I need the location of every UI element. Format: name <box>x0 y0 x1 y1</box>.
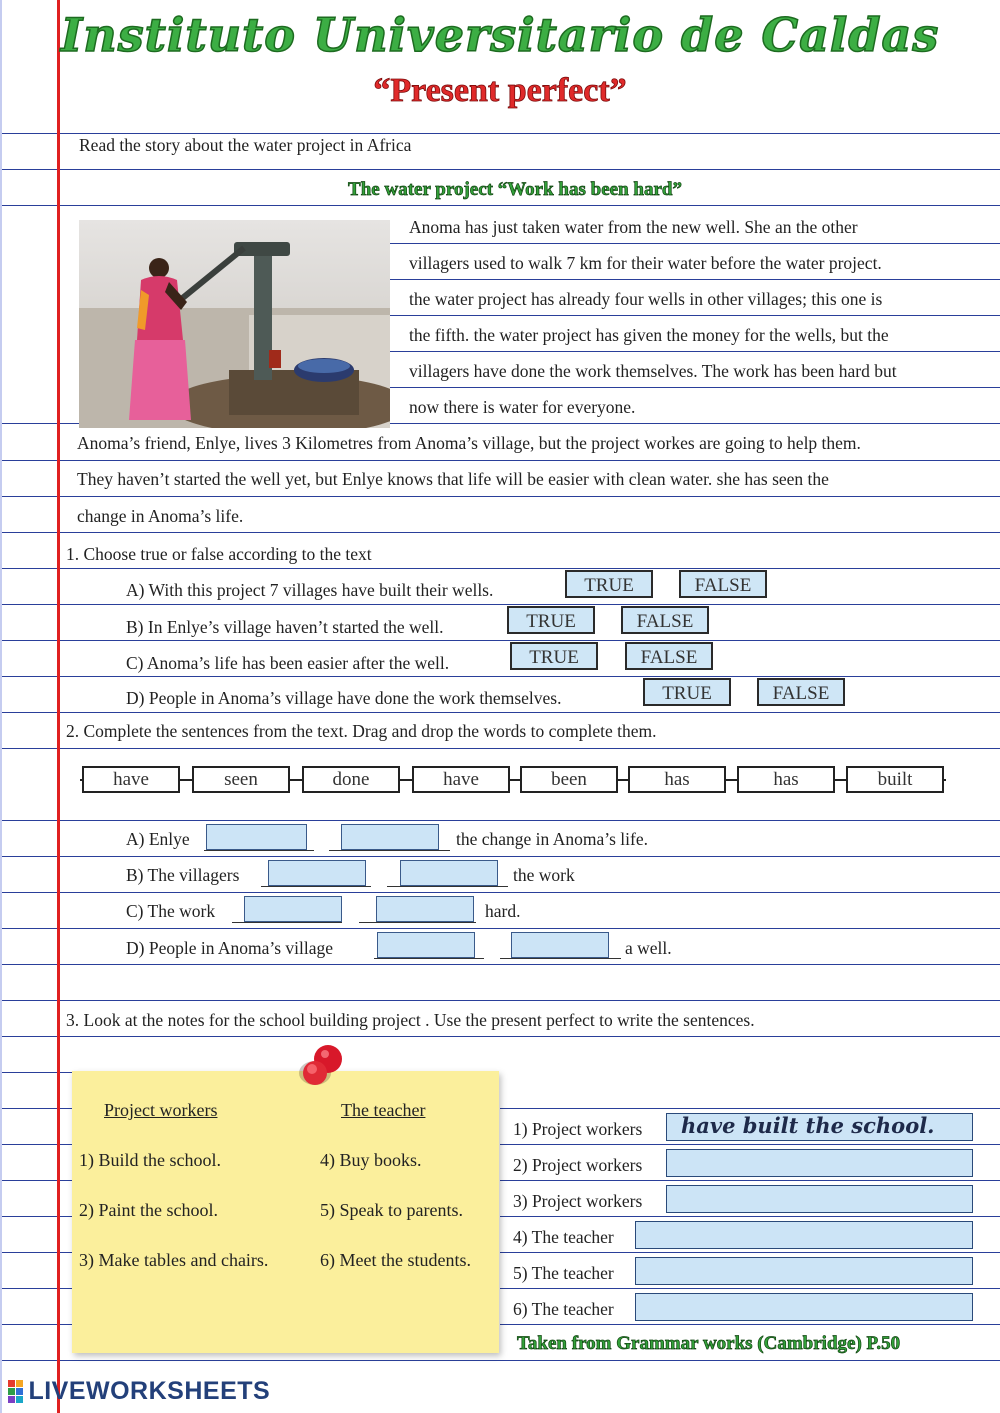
true-button[interactable]: TRUE <box>507 606 595 634</box>
intro-text: Read the story about the water project in Africa <box>79 135 412 155</box>
ruled-line <box>0 460 1000 461</box>
ruled-line <box>390 387 1000 388</box>
sentence-end: the change in Anoma’s life. <box>456 829 648 849</box>
exercise1-instruction: 1. Choose true or false according to the text <box>66 544 372 564</box>
ruled-line <box>0 1180 72 1181</box>
true-button[interactable]: TRUE <box>510 642 598 670</box>
brand-name: LIVEWORKSHEETS <box>28 1377 271 1405</box>
ruled-line <box>0 892 1000 893</box>
ruled-line <box>0 712 1000 713</box>
draggable-word[interactable]: built <box>846 766 944 793</box>
ruled-line <box>390 279 1000 280</box>
sentence-end: hard. <box>485 901 521 921</box>
draggable-word[interactable]: have <box>412 766 510 793</box>
ruled-line <box>500 1252 1000 1253</box>
answer-field[interactable] <box>635 1257 973 1285</box>
ruled-line <box>0 1360 1000 1361</box>
ruled-line <box>0 1108 72 1109</box>
true-button[interactable]: TRUE <box>565 570 653 598</box>
answer-label: 6) The teacher <box>513 1299 614 1319</box>
ruled-line <box>500 1144 1000 1145</box>
ruled-line <box>0 1144 72 1145</box>
answer-field[interactable] <box>666 1149 973 1177</box>
story-line: villagers have done the work themselves. The work has been hard but <box>409 361 897 381</box>
page-left-edge <box>0 0 2 1413</box>
ruled-line <box>390 243 1000 244</box>
drop-zone[interactable] <box>341 824 439 850</box>
notes-header-teacher: The teacher <box>341 1100 426 1120</box>
tf-item-text: C) Anoma’s life has been easier after the well. <box>126 653 450 673</box>
false-button[interactable]: FALSE <box>621 606 709 634</box>
ruled-line <box>0 1252 72 1253</box>
underline <box>232 922 342 923</box>
ruled-line <box>0 568 1000 569</box>
ruled-line <box>0 1216 72 1217</box>
answer-label: 4) The teacher <box>513 1227 614 1247</box>
ruled-line <box>0 1324 72 1325</box>
topic-title: “Present perfect” <box>373 72 627 109</box>
note-item: 4) Buy books. <box>320 1150 422 1170</box>
draggable-word[interactable]: has <box>628 766 726 793</box>
sentence-start: D) People in Anoma’s village <box>126 938 334 958</box>
liveworksheets-logo-icon <box>8 1380 24 1404</box>
ruled-line <box>0 133 1000 134</box>
tf-item-text: A) With this project 7 villages have built their wells. <box>126 580 494 600</box>
exercise3-instruction: 3. Look at the notes for the school building project . Use the present perfect to write the sentences. <box>66 1010 755 1030</box>
story-line: now there is water for everyone. <box>409 397 636 417</box>
false-button[interactable]: FALSE <box>757 678 845 706</box>
ruled-line <box>0 1072 72 1073</box>
answer-label: 3) Project workers <box>513 1191 643 1211</box>
exercise2-instruction: 2. Complete the sentences from the text. Drag and drop the words to complete them. <box>66 721 657 741</box>
drop-zone[interactable] <box>511 932 609 958</box>
ruled-line <box>0 1288 72 1289</box>
note-item: 1) Build the school. <box>79 1150 221 1170</box>
false-button[interactable]: FALSE <box>679 570 767 598</box>
ruled-line <box>0 169 1000 170</box>
sentence-start: C) The work <box>126 901 216 921</box>
drop-zone[interactable] <box>376 896 474 922</box>
ruled-line <box>500 1108 1000 1109</box>
draggable-word[interactable]: has <box>737 766 835 793</box>
ruled-line <box>0 676 1000 677</box>
draggable-word[interactable]: seen <box>192 766 290 793</box>
margin-line <box>57 0 60 1413</box>
note-item: 6) Meet the students. <box>320 1250 471 1270</box>
institution-title: Instituto Universitario de Caldas <box>60 8 940 62</box>
note-item: 5) Speak to parents. <box>320 1200 463 1220</box>
story-line: They haven’t started the well yet, but Enlye knows that life will be easier with clean water. she has seen the <box>77 469 829 489</box>
ruled-line <box>0 640 1000 641</box>
drop-zone[interactable] <box>377 932 475 958</box>
woman-at-water-pump-photo <box>79 220 390 428</box>
draggable-word[interactable]: done <box>302 766 400 793</box>
draggable-word[interactable]: have <box>82 766 180 793</box>
draggable-word[interactable]: been <box>520 766 618 793</box>
ruled-line <box>0 748 1000 749</box>
sentence-start: A) Enlye <box>126 829 190 849</box>
answer-field[interactable] <box>666 1113 973 1141</box>
liveworksheets-logo[interactable] <box>8 1377 270 1406</box>
notes-header-workers: Project workers <box>104 1100 218 1120</box>
tf-item-text: B) In Enlye’s village haven’t started the well. <box>126 617 444 637</box>
ruled-line <box>500 1288 1000 1289</box>
story-line: change in Anoma’s life. <box>77 506 244 526</box>
false-button[interactable]: FALSE <box>625 642 713 670</box>
underline <box>359 922 476 923</box>
ruled-line <box>0 532 1000 533</box>
sentence-end: the work <box>513 865 575 885</box>
sentence-end: a well. <box>625 938 672 958</box>
ruled-line <box>0 856 1000 857</box>
sentence-start: B) The villagers <box>126 865 240 885</box>
ruled-line <box>0 928 1000 929</box>
answer-value: have built the school. <box>681 1113 935 1138</box>
story-line: Anoma has just taken water from the new well. She an the other <box>409 217 858 237</box>
underline <box>204 850 314 851</box>
ruled-line <box>500 1180 1000 1181</box>
story-line: the fifth. the water project has given the money for the wells, but the <box>409 325 889 345</box>
note-item: 2) Paint the school. <box>79 1200 218 1220</box>
ruled-line <box>0 496 1000 497</box>
answer-field[interactable] <box>666 1185 973 1213</box>
true-button[interactable]: TRUE <box>643 678 731 706</box>
story-line: Anoma’s friend, Enlye, lives 3 Kilometres from Anoma’s village, but the project workes are going to help them. <box>77 433 861 453</box>
ruled-line <box>390 315 1000 316</box>
drop-zone[interactable] <box>268 860 366 886</box>
source-credit: Taken from Grammar works (Cambridge) P.50 <box>517 1333 901 1354</box>
note-item: 3) Make tables and chairs. <box>79 1250 269 1270</box>
underline <box>387 886 508 887</box>
drop-zone[interactable] <box>244 896 342 922</box>
ruled-line <box>0 205 1000 206</box>
ruled-line <box>0 964 1000 965</box>
answer-field[interactable] <box>635 1221 973 1249</box>
ruled-line <box>500 1216 1000 1217</box>
answer-label: 1) Project workers <box>513 1119 643 1139</box>
ruled-line <box>390 351 1000 352</box>
story-title: The water project “Work has been hard” <box>348 179 682 200</box>
drop-zone[interactable] <box>206 824 307 850</box>
underline <box>500 958 621 959</box>
sticky-note <box>72 1071 499 1353</box>
answer-label: 5) The teacher <box>513 1263 614 1283</box>
ruled-line <box>0 604 1000 605</box>
answer-label: 2) Project workers <box>513 1155 643 1175</box>
story-line: the water project has already four wells in other villages; this one is <box>409 289 883 309</box>
underline <box>261 886 371 887</box>
ruled-line <box>500 1324 1000 1325</box>
answer-field[interactable] <box>635 1293 973 1321</box>
push-pin-icon <box>297 1043 349 1094</box>
ruled-line <box>0 1000 1000 1001</box>
underline <box>374 958 484 959</box>
underline <box>329 850 450 851</box>
ruled-line <box>0 820 1000 821</box>
ruled-line <box>0 1036 1000 1037</box>
tf-item-text: D) People in Anoma’s village have done the work themselves. <box>126 688 562 708</box>
drop-zone[interactable] <box>400 860 498 886</box>
story-line: villagers used to walk 7 km for their water before the water project. <box>409 253 882 273</box>
